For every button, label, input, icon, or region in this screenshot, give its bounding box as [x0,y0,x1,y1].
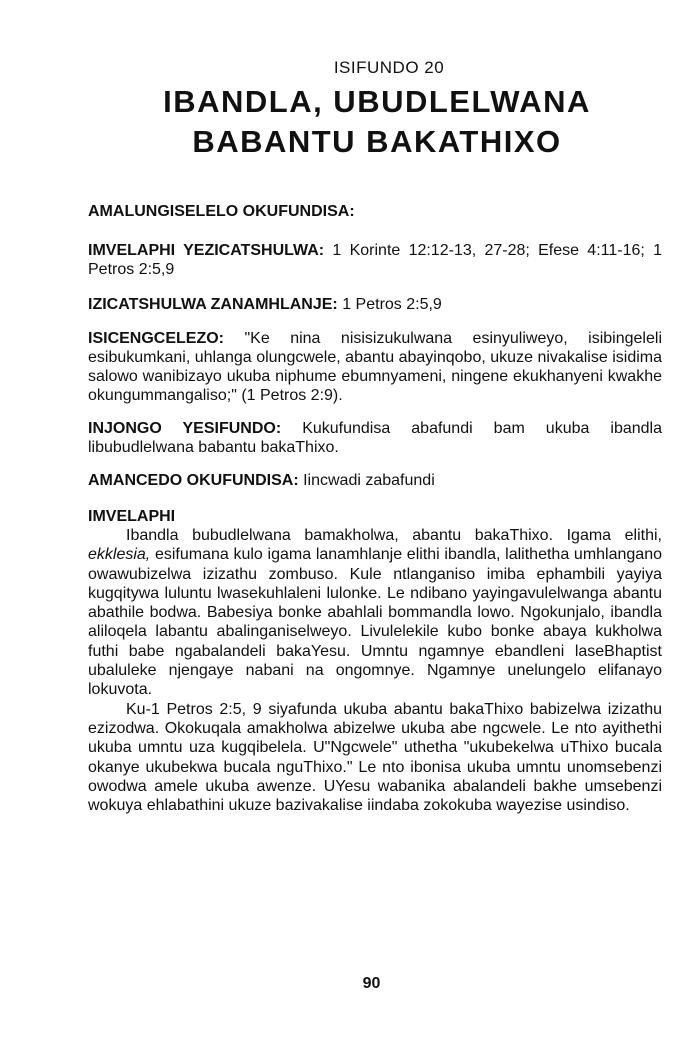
materials-label: AMANCEDO OKUFUNDISA: [88,472,299,489]
reading-label: ISICENGCELEZO: [88,330,225,347]
para1-text-a: Ibandla bubudlelwana bamakholwa, abantu bakaThixo. Igama elithi, [126,527,662,544]
materials-text: Iincwadi zabafundi [298,472,435,489]
para1-italic-term: ekklesia, [88,546,151,564]
reading-section [88,329,662,405]
memory-label: IZICATSHULWA ZANAMHLANJE: [88,296,338,313]
background-heading: IMVELAPHI [88,508,176,525]
materials-section [88,471,662,490]
memory-section [88,295,662,314]
page-number: 90 [362,975,381,992]
body-paragraph-1 [88,526,662,700]
sources-text: 1 Korinte 12:12-13, 27-28; Efese 4:11-16; 1 Petros 2:5,9 [88,242,662,278]
para1-text-b: esifumana kulo igama lanamhlanje elithi ibandla, lalithetha umhlangano owawubizelwa izizathu zombuso. Kule ntlanganiso imiba ephambili yayiya kugqitywa luluntu lwasekuhlaleni lulonke. Le ndibano yayingavulelwanga abantu abathile bodwa. Babesiya bonke abahlali bommandla lowo. Ngokunjalo, ibandla aliloqela labantu abalinganiselweyo. Livulelekile kubo bonke abaya kukholwa futhi babe ngabalandeli bakaYesu. Umntu ngamnye ebandleni laseBhaptist ubaluleke njengaye nabani na ongomnye. Ngamnye unelungelo elifanayo lokuvota. [88,546,662,699]
goal-label: INJONGO YESIFUNDO: [88,420,282,437]
sources-section [88,241,662,279]
lesson-label: ISIFUNDO 20 [333,58,445,77]
goal-section [88,419,662,457]
title-line-2: BABANTU BAKATHIXO [192,124,562,159]
memory-text: 1 Petros 2:5,9 [337,296,442,313]
title-line-1: IBANDLA, UBUDLELWANA [163,84,591,119]
goal-text: Kukufundisa abafundi bam ukuba ibandla libubudlelwana babantu bakaThixo. [88,420,662,456]
lesson-title [88,82,662,162]
reading-text: "Ke nina nisisizukulwana esinyuliweyo, isibingeleli esibukumkani, uhlanga olungcwele, abantu abayinqobo, ukuze nivakalise isidima salowo wanibizayo ukuba niphume ebumnyameni, ningene ekukhanyeni kwakhe okungummangaliso;" (1 Petros 2:9). [88,330,662,404]
book-page [88,56,662,815]
preparation-heading: AMALUNGISELELO OKUFUNDISA: [88,203,355,220]
body-paragraph-2: Ku-1 Petros 2:5, 9 siyafunda ukuba abantu bakaThixo babizelwa izizathu ezizodwa. Okokuqala amakholwa abizelwe ukuba abe ngcwele. Le nto ayithethi ukuba umntu uza kugqibelela. U"Ngcwele" uthetha "ukubekelwa uThixo bucala okanye ukubekwa bucala nguThixo." Le nto ibonisa ukuba umntu unomsebenzi owodwa amele ukuba awenze. UYesu wabanika abalandeli bakhe umsebenzi wokuya ehlabathini ukuze bazivakalise iindaba zokokuba wayezise usindiso. [88,700,662,815]
sources-label: IMVELAPHI YEZICATSHULWA: [88,242,325,259]
